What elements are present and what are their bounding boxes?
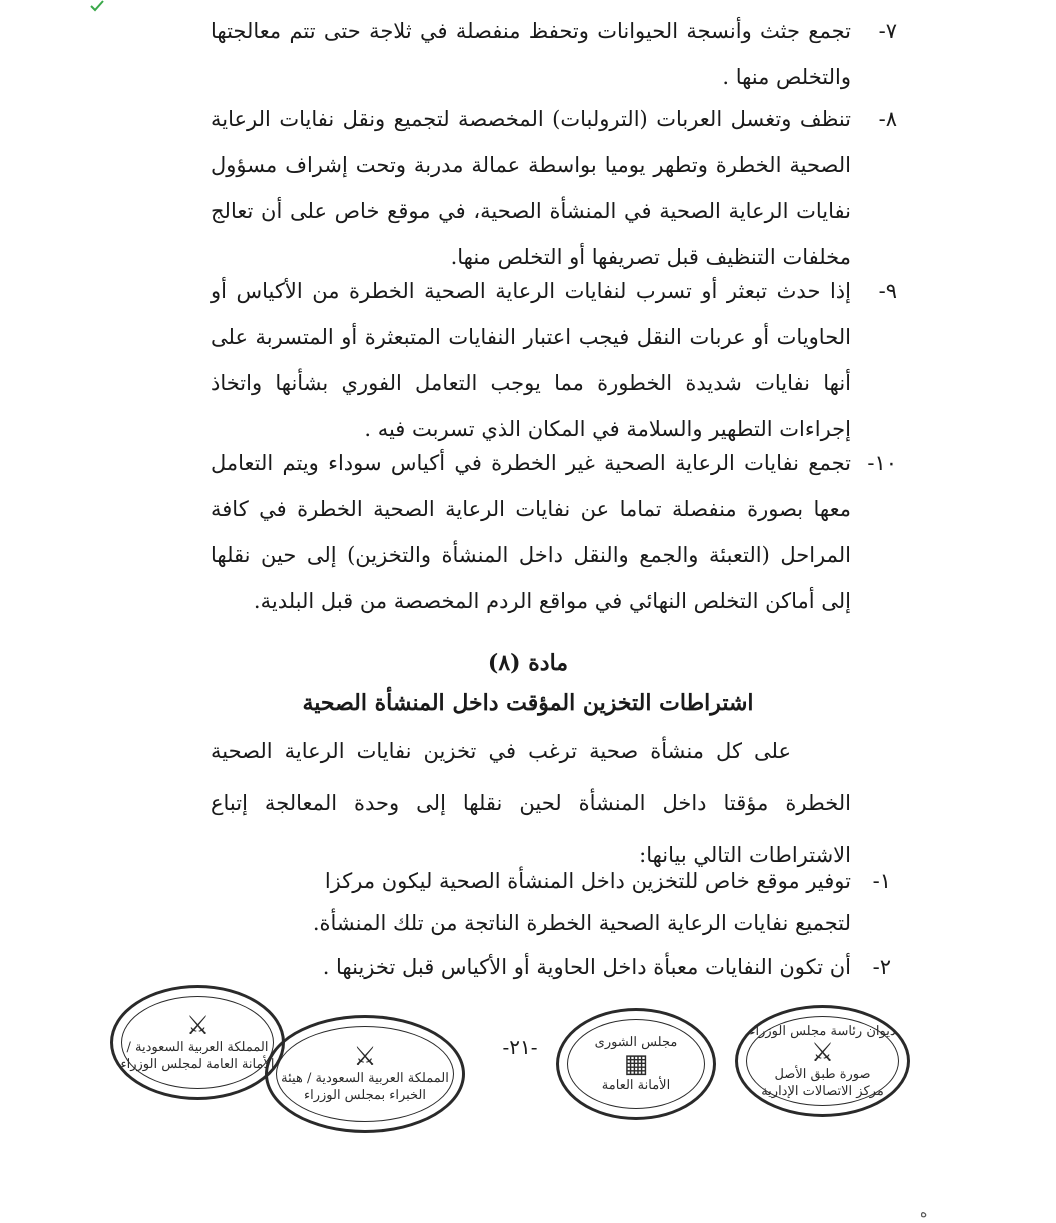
sub-item-1 bbox=[271, 860, 891, 944]
item-text: تنظف وتغسل العربات (الترولبات) المخصصة لتجميع ونقل نفايات الرعاية الصحية الخطرة وتطهر يوميا بواسطة عمالة مدربة وتحت إشراف مسؤول نفايات الرعاية الصحية في المنشأة الصحية، في موقع خاص على أن تعالج مخلفات التنظيف قبل تصريفها أو التخلص منها. bbox=[211, 107, 851, 269]
footer-mark: ه bbox=[920, 1205, 928, 1221]
article-subtitle: اشتراطات التخزين المؤقت داخل المنشأة الصحية bbox=[302, 690, 754, 716]
building-emblem-icon: ▦ bbox=[623, 1049, 649, 1079]
stamp-council-presidency: ديوان رئاسة مجلس الوزراء ⚔ صورة طبق الأصل مركز الاتصالات الإدارية bbox=[735, 1005, 910, 1117]
palm-swords-emblem-icon: ⚔ bbox=[353, 1042, 377, 1072]
corner-check-mark bbox=[90, 0, 104, 12]
sub-item-number: ١- bbox=[872, 869, 891, 893]
item-text: تجمع جثث وأنسجة الحيوانات وتحفظ منفصلة في ثلاجة حتى تتم معالجتها والتخلص منها . bbox=[211, 19, 851, 89]
article-title: مادة (٨) bbox=[487, 650, 569, 676]
item-text: إذا حدث تبعثر أو تسرب لنفايات الرعاية الصحية الخطرة من الأكياس أو الحاويات أو عربات النقل فيجب اعتبار النفايات المتبعثرة أو المتسربة على أنها نفايات شديدة الخطورة مما يوجب التعامل الفوري بشأنها واتخاذ إجراءات التطهير والسلامة في المكان الذي تسربت فيه . bbox=[211, 279, 851, 441]
sub-item-2 bbox=[271, 946, 891, 988]
list-item-8 bbox=[211, 96, 897, 280]
stamp-general-secretariat: ⚔ المملكة العربية السعودية / الأمانة العامة لمجلس الوزراء bbox=[110, 985, 285, 1100]
item-number: ٧- bbox=[878, 19, 897, 43]
palm-swords-emblem-icon: ⚔ bbox=[185, 1010, 210, 1041]
stamp-shura-council: مجلس الشورى ▦ الأمانة العامة bbox=[556, 1008, 716, 1120]
list-item-10 bbox=[211, 440, 897, 624]
palm-swords-emblem-icon: ⚔ bbox=[810, 1037, 835, 1068]
item-number: ٨- bbox=[878, 107, 897, 131]
item-text: تجمع نفايات الرعاية الصحية غير الخطرة في أكياس سوداء ويتم التعامل معها بصورة منفصلة تماما عن نفايات الرعاية الصحية الخطرة في كافة المراحل (التعبئة والجمع والنقل داخل المنشأة والتخزين) إلى حين نقلها إلى أماكن التخلص النهائي في مواقع الردم المخصصة من قبل البلدية. bbox=[211, 451, 851, 613]
item-number: ٩- bbox=[878, 279, 897, 303]
page-number: -٢١- bbox=[502, 1035, 538, 1059]
item-number: ١٠- bbox=[867, 451, 897, 475]
sub-item-number: ٢- bbox=[872, 955, 891, 979]
article-intro: على كل منشأة صحية ترغب في تخزين نفايات الرعاية الصحية الخطرة مؤقتا داخل المنشأة لحين نقلها إلى وحدة المعالجة إتباع الاشتراطات التالي بيانها: bbox=[211, 739, 851, 867]
sub-item-text: توفير موقع خاص للتخزين داخل المنشأة الصحية ليكون مركزا لتجميع نفايات الرعاية الصحية الخطرة الناتجة من تلك المنشأة. bbox=[312, 869, 851, 935]
stamp-experts-commission: ⚔ المملكة العربية السعودية / هيئة الخبراء بمجلس الوزراء bbox=[265, 1015, 465, 1133]
list-item-9 bbox=[211, 268, 897, 452]
list-item-7 bbox=[211, 8, 897, 100]
sub-item-text: أن تكون النفايات معبأة داخل الحاوية أو الأكياس قبل تخزينها . bbox=[322, 955, 851, 979]
